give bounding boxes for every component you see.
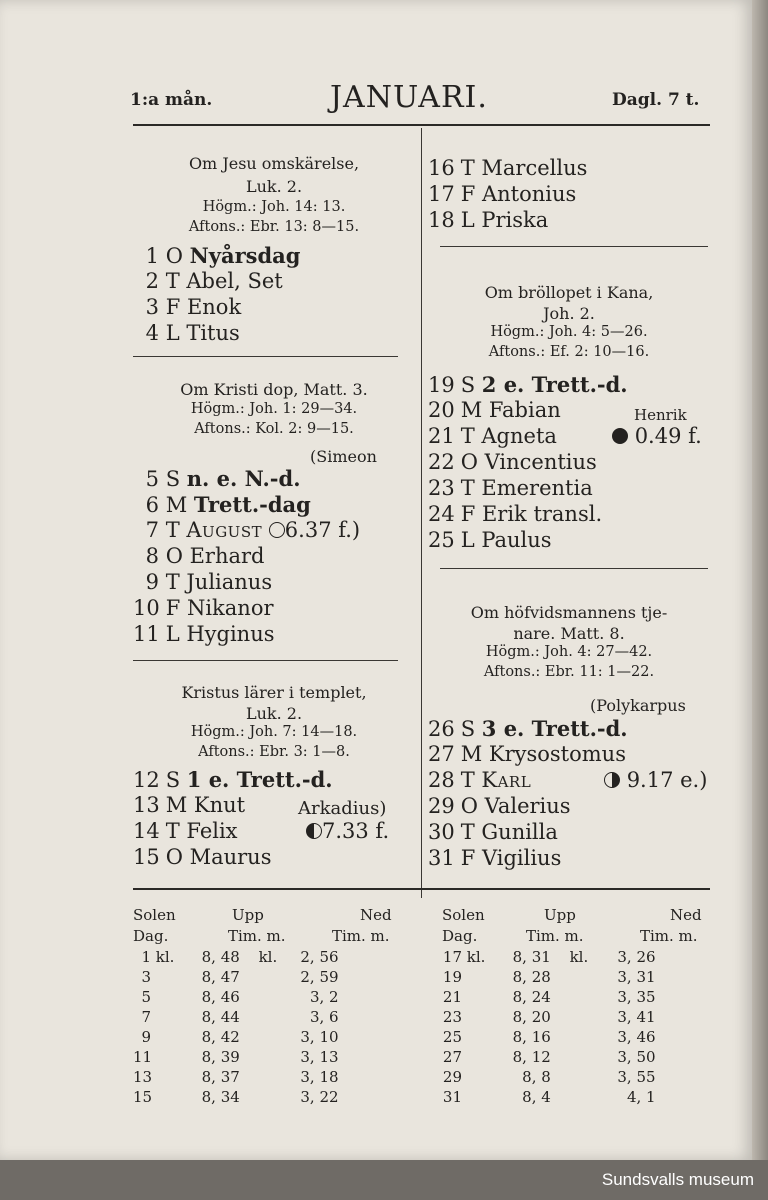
sun-row: 3 8, 47 2, 59	[141, 968, 339, 986]
sun-header: Dag.	[442, 927, 478, 945]
sun-row: 5 8, 46 3, 2	[141, 988, 339, 1006]
calendar-day: 31 F Vigilius	[428, 846, 562, 870]
sermon-ref: Luk. 2.	[245, 177, 303, 196]
name-note: (Polykarpus	[590, 696, 686, 715]
sun-row: 23 8, 20 3, 41	[442, 1008, 656, 1026]
calendar-day: 5 S n. e. N.-d.	[145, 466, 301, 491]
first-quarter-moon-icon	[306, 823, 322, 839]
sermon-ref: nare. Matt. 8.	[513, 624, 625, 643]
sermon-text: Högm.: Joh. 14: 13.	[202, 199, 346, 215]
header-rule	[133, 124, 710, 126]
calendar-day: 27 M Krysostomus	[428, 742, 626, 766]
calendar-day: 24 F Erik transl.	[428, 502, 603, 526]
calendar-day: 15 O Maurus	[133, 845, 272, 869]
sermon-title: Om Kristi dop, Matt. 3.	[180, 380, 368, 399]
sun-header: Ned	[670, 906, 702, 924]
sun-header: Upp	[232, 906, 264, 924]
calendar-day: 23 T Emerentia	[428, 476, 593, 500]
sermon-text: Aftons.: Ebr. 11: 1—22.	[483, 664, 655, 680]
calendar-day: 30 T Gunilla	[428, 820, 558, 844]
calendar-day: 8 O Erhard	[145, 544, 265, 568]
sermon-ref: Joh. 2.	[543, 304, 595, 323]
sun-header: Tim. m.	[640, 927, 698, 945]
sermon-text: Högm.: Joh. 4: 5—26.	[490, 324, 648, 340]
name-note: Henrik	[634, 406, 687, 424]
sermon-text: Aftons.: Ebr. 3: 1—8.	[198, 744, 350, 760]
sun-header: Tim. m.	[526, 927, 584, 945]
sun-header: Upp	[544, 906, 576, 924]
moon-phase: 7.33 f.	[306, 819, 389, 843]
calendar-day: 18 L Priska	[428, 208, 549, 232]
sun-header: Solen	[442, 906, 485, 924]
page-title: JANUARI.	[330, 80, 488, 115]
calendar-day: 1 O Nyårsdag	[145, 243, 301, 268]
sun-row: 1 kl. 8, 48 kl. 2, 56	[141, 948, 339, 966]
sun-row: 11 8, 39 3, 13	[133, 1048, 339, 1066]
sun-header: Solen	[133, 906, 176, 924]
sermon-title: Om bröllopet i Kana,	[484, 283, 654, 302]
calendar-day: 12 S 1 e. Trett.-d.	[133, 767, 333, 792]
sermon-text: Högm.: Joh. 4: 27—42.	[485, 644, 653, 660]
sun-row: 15 8, 34 3, 22	[133, 1088, 339, 1106]
sun-header: Ned	[360, 906, 392, 924]
new-moon-icon	[612, 428, 628, 444]
calendar-day: 7 T August 6.37 f.)	[145, 518, 361, 542]
calendar-day: 6 M Trett.-dag	[145, 492, 311, 517]
calendar-day: 19 S 2 e. Trett.-d.	[428, 372, 628, 397]
section-rule	[133, 660, 398, 661]
column-divider	[421, 128, 422, 898]
sermon-text: Högm.: Joh. 1: 29—34.	[190, 401, 358, 417]
calendar-day: 29 O Valerius	[428, 794, 571, 818]
section-rule	[440, 568, 708, 569]
sermon-text: Högm.: Joh. 7: 14—18.	[190, 724, 358, 740]
museum-credit: Sundsvalls museum	[601, 1170, 754, 1189]
full-moon-icon	[269, 522, 285, 538]
section-rule	[133, 356, 398, 357]
calendar-day: 21 T Agneta	[428, 424, 557, 448]
sun-row: 31 8, 4 4, 1	[442, 1088, 656, 1106]
sermon-title: Om Jesu omskärelse,	[188, 154, 360, 173]
sermon-text: Aftons.: Ebr. 13: 8—15.	[188, 219, 360, 235]
calendar-day: 26 S 3 e. Trett.-d.	[428, 716, 628, 741]
calendar-day: 17 F Antonius	[428, 182, 577, 206]
sermon-text: Aftons.: Ef. 2: 10—16.	[488, 344, 650, 360]
sun-row: 7 8, 44 3, 6	[141, 1008, 339, 1026]
sermon-title: Kristus lärer i templet,	[181, 683, 367, 702]
sun-row: 29 8, 8 3, 55	[442, 1068, 656, 1086]
sun-row: 21 8, 24 3, 35	[442, 988, 656, 1006]
sun-row: 19 8, 28 3, 31	[442, 968, 656, 986]
name-note: (Simeon	[310, 447, 377, 466]
sun-header: Tim. m.	[332, 927, 390, 945]
calendar-day: 20 M Fabian	[428, 398, 561, 422]
sun-row: 25 8, 16 3, 46	[442, 1028, 656, 1046]
calendar-day: 9 T Julianus	[145, 570, 273, 594]
name-note: Arkadius)	[298, 798, 387, 819]
sun-header: Tim. m.	[228, 927, 286, 945]
calendar-day: 13 M Knut	[133, 793, 246, 817]
moon-phase: 9.17 e.)	[604, 768, 707, 792]
calendar-day: 2 T Abel, Set	[145, 269, 283, 293]
calendar-day: 11 L Hyginus	[133, 622, 275, 646]
calendar-day: 3 F Enok	[145, 295, 242, 319]
last-quarter-moon-icon	[604, 772, 620, 788]
sun-row: 9 8, 42 3, 10	[141, 1028, 339, 1046]
calendar-day: 25 L Paulus	[428, 528, 552, 552]
month-ordinal: 1:a mån.	[130, 90, 213, 110]
sermon-ref: Luk. 2.	[245, 704, 303, 723]
sun-table-rule	[133, 888, 710, 890]
calendar-day: 10 F Nikanor	[133, 596, 274, 620]
sun-row: 17 kl. 8, 31 kl. 3, 26	[442, 948, 656, 966]
sun-row: 27 8, 12 3, 50	[442, 1048, 656, 1066]
calendar-day: 28 T Karl	[428, 768, 532, 792]
calendar-day: 4 L Titus	[145, 321, 240, 345]
page-edge	[752, 0, 768, 1160]
moon-phase: 0.49 f.	[612, 424, 702, 448]
calendar-day: 16 T Marcellus	[428, 156, 588, 180]
sermon-text: Aftons.: Kol. 2: 9—15.	[194, 421, 354, 437]
section-rule	[440, 246, 708, 247]
calendar-day: 22 O Vincentius	[428, 450, 597, 474]
sermon-title: Om höfvidsmannens tje-	[470, 603, 668, 622]
daylength: Dagl. 7 t.	[612, 90, 700, 110]
sun-row: 13 8, 37 3, 18	[133, 1068, 339, 1086]
sun-header: Dag.	[133, 927, 169, 945]
calendar-day: 14 T Felix	[133, 819, 238, 843]
